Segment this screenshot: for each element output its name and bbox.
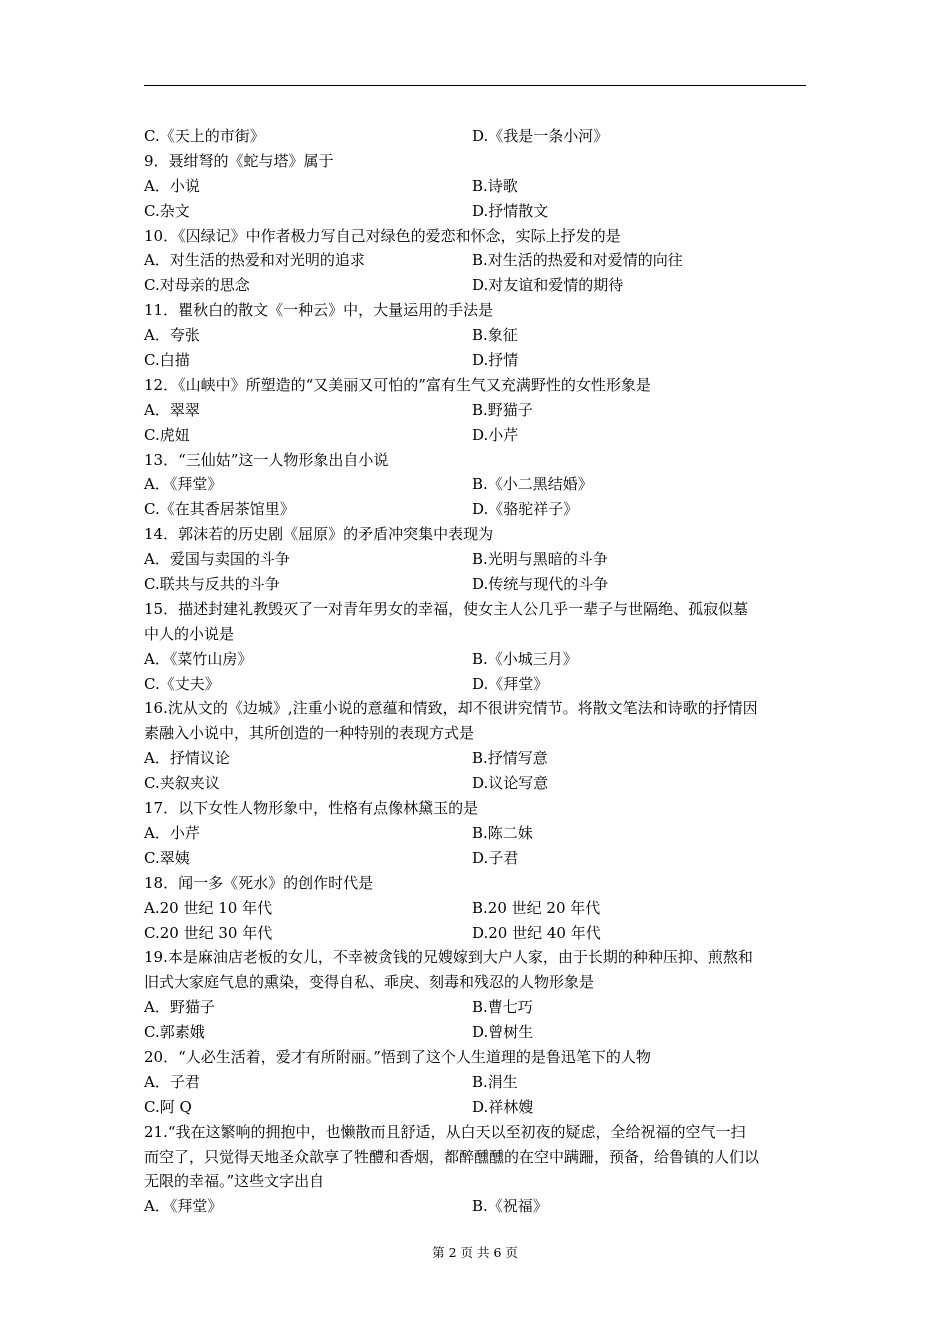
answer-option: A．对生活的热爱和对光明的追求: [144, 251, 365, 270]
answer-option: B.诗歌: [472, 176, 518, 195]
answer-options-row: [144, 896, 808, 921]
answer-options-row: [144, 1194, 808, 1219]
question-text: 15．描述封建礼教毁灭了一对青年男女的幸福，使女主人公几乎一辈子与世隔绝、孤寂似墓: [144, 599, 749, 618]
answer-option: D.子君: [472, 848, 519, 867]
answer-option: C.翠姨: [144, 848, 190, 867]
answer-option: C.联共与反共的斗争: [144, 575, 280, 594]
answer-option: D.20 世纪 40 年代: [472, 923, 601, 942]
answer-option: C.郭素娥: [144, 1023, 205, 1042]
answer-options-row: [144, 821, 808, 846]
answer-option: B.涓生: [472, 1072, 518, 1091]
answer-options-row: [144, 1020, 808, 1045]
answer-option: B.光明与黑暗的斗争: [472, 550, 608, 569]
page-footer: 第 2 页 共 6 页: [432, 1245, 518, 1260]
question-text: 旧式大家庭气息的熏染，变得自私、乖戾、刻毒和残忍的人物形象是: [144, 973, 595, 992]
answer-options-row: [144, 572, 808, 597]
answer-option: B.20 世纪 20 年代: [472, 898, 601, 917]
answer-option: C.《在其香居茶馆里》: [144, 500, 295, 519]
answer-options-row: [144, 771, 808, 796]
answer-options-row: [144, 273, 808, 298]
answer-option: D.《骆驼祥子》: [472, 500, 579, 519]
answer-options-row: [144, 472, 808, 497]
question-text: 13．“三仙姑”这一人物形象出自小说: [144, 450, 389, 469]
answer-option: A．夸张: [144, 326, 200, 345]
answer-option: C.白描: [144, 351, 190, 370]
answer-options-row: [144, 199, 808, 224]
answer-options-row: [144, 248, 808, 273]
answer-option: C.《天上的市街》: [144, 127, 265, 145]
answer-option: A.20 世纪 10 年代: [144, 898, 273, 917]
answer-option: D.抒情: [472, 351, 519, 370]
answer-option: C.阿 Q: [144, 1097, 192, 1116]
answer-option: A．爱国与卖国的斗争: [144, 550, 290, 569]
answer-options-row: [144, 423, 808, 448]
answer-options-row: [144, 547, 808, 572]
question-text: 12．《山峡中》所塑造的“又美丽又可怕的”富有生气又充满野性的女性形象是: [144, 375, 651, 394]
question-text: 17．以下女性人物形象中，性格有点像林黛玉的是: [144, 799, 479, 818]
answer-option: A．《拜堂》: [144, 475, 223, 494]
answer-options-row: [144, 672, 808, 697]
answer-option: B.野猫子: [472, 400, 533, 419]
question-text: 无限的幸福。”这些文字出自: [144, 1172, 325, 1191]
question-text: 14．郭沫若的历史剧《屈原》的矛盾冲突集中表现为: [144, 525, 494, 544]
answer-option: D.《拜堂》: [472, 674, 549, 693]
answer-options-row: [144, 348, 808, 373]
answer-option: A．小芹: [144, 823, 200, 842]
answer-option: D.传统与现代的斗争: [472, 575, 609, 594]
answer-option: D.《我是一条小河》: [472, 127, 609, 145]
question-text: 而空了，只觉得天地圣众歆享了牲醴和香烟，都醉醺醺的在空中蹒跚，预备，给鲁镇的人们以: [144, 1147, 760, 1166]
question-text: 16.沈从文的《边城》,注重小说的意蕴和情致，却不很讲究情节。将散文笔法和诗歌的抒情因: [144, 699, 758, 718]
answer-option: B.曹七巧: [472, 998, 533, 1017]
answer-option: A．《菜竹山房》: [144, 649, 253, 668]
question-text: 19.本是麻油店老板的女儿，不幸被贪钱的兄嫂嫁到大户人家，由于长期的种种压抑、煎熬和: [144, 948, 753, 967]
answer-option: D.小芹: [472, 425, 519, 444]
answer-option: D.抒情散文: [472, 201, 549, 220]
answer-options-row: [144, 497, 808, 522]
answer-options-row: [144, 323, 808, 348]
answer-option: A．翠翠: [144, 400, 200, 419]
answer-options-row: [144, 746, 808, 771]
answer-options-row: [144, 174, 808, 199]
header-rule: [144, 85, 806, 86]
question-text: 素融入小说中，其所创造的一种特别的表现方式是: [144, 724, 475, 743]
answer-option: B.《小二黑结婚》: [472, 475, 593, 494]
answer-option: C.虎妞: [144, 425, 190, 444]
answer-option: A．《拜堂》: [144, 1197, 223, 1216]
question-text: 21.“我在这繁响的拥抱中，也懒散而且舒适，从白天以至初夜的疑虑，全给祝福的空气一扫: [144, 1122, 746, 1141]
answer-option: B.抒情写意: [472, 749, 548, 768]
answer-options-row: [144, 1070, 808, 1095]
answer-option: C.对母亲的思念: [144, 276, 250, 295]
answer-options-row: [144, 647, 808, 672]
question-text: 20．“人必生活着，爱才有所附丽。”悟到了这个人生道理的是鲁迅笔下的人物: [144, 1047, 651, 1066]
answer-option: C.《丈夫》: [144, 674, 220, 693]
answer-options-row: [144, 846, 808, 871]
answer-option: B.对生活的热爱和对爱情的向往: [472, 251, 683, 270]
question-text: 18．闻一多《死水》的创作时代是: [144, 873, 374, 892]
question-text: 10．《囚绿记》中作者极力写自己对绿色的爱恋和怀念，实际上抒发的是: [144, 226, 621, 245]
answer-options-row: [144, 124, 808, 149]
answer-option: A．子君: [144, 1072, 200, 1091]
answer-options-row: [144, 921, 808, 946]
question-text: 中人的小说是: [144, 624, 235, 643]
question-text: 11．瞿秋白的散文《一种云》中，大量运用的手法是: [144, 301, 494, 320]
answer-options-row: [144, 398, 808, 423]
answer-option: A．抒情议论: [144, 749, 230, 768]
answer-option: D.祥林嫂: [472, 1097, 534, 1116]
answer-option: D.议论写意: [472, 774, 549, 793]
answer-option: D.对友谊和爱情的期待: [472, 276, 624, 295]
answer-options-row: [144, 995, 808, 1020]
answer-option: C.杂文: [144, 201, 190, 220]
answer-option: B.《祝福》: [472, 1197, 548, 1216]
answer-option: B.《小城三月》: [472, 649, 578, 668]
answer-option: B.象征: [472, 326, 518, 345]
answer-options-row: [144, 1095, 808, 1120]
answer-option: C.20 世纪 30 年代: [144, 923, 273, 942]
question-text: 9．聂绀弩的《蛇与塔》属于: [144, 151, 334, 170]
answer-option: A．野猫子: [144, 998, 215, 1017]
question-list: [144, 124, 808, 1219]
answer-option: A．小说: [144, 176, 200, 195]
answer-option: D.曾树生: [472, 1023, 534, 1042]
answer-option: C.夹叙夹议: [144, 774, 220, 793]
answer-option: B.陈二妹: [472, 823, 533, 842]
